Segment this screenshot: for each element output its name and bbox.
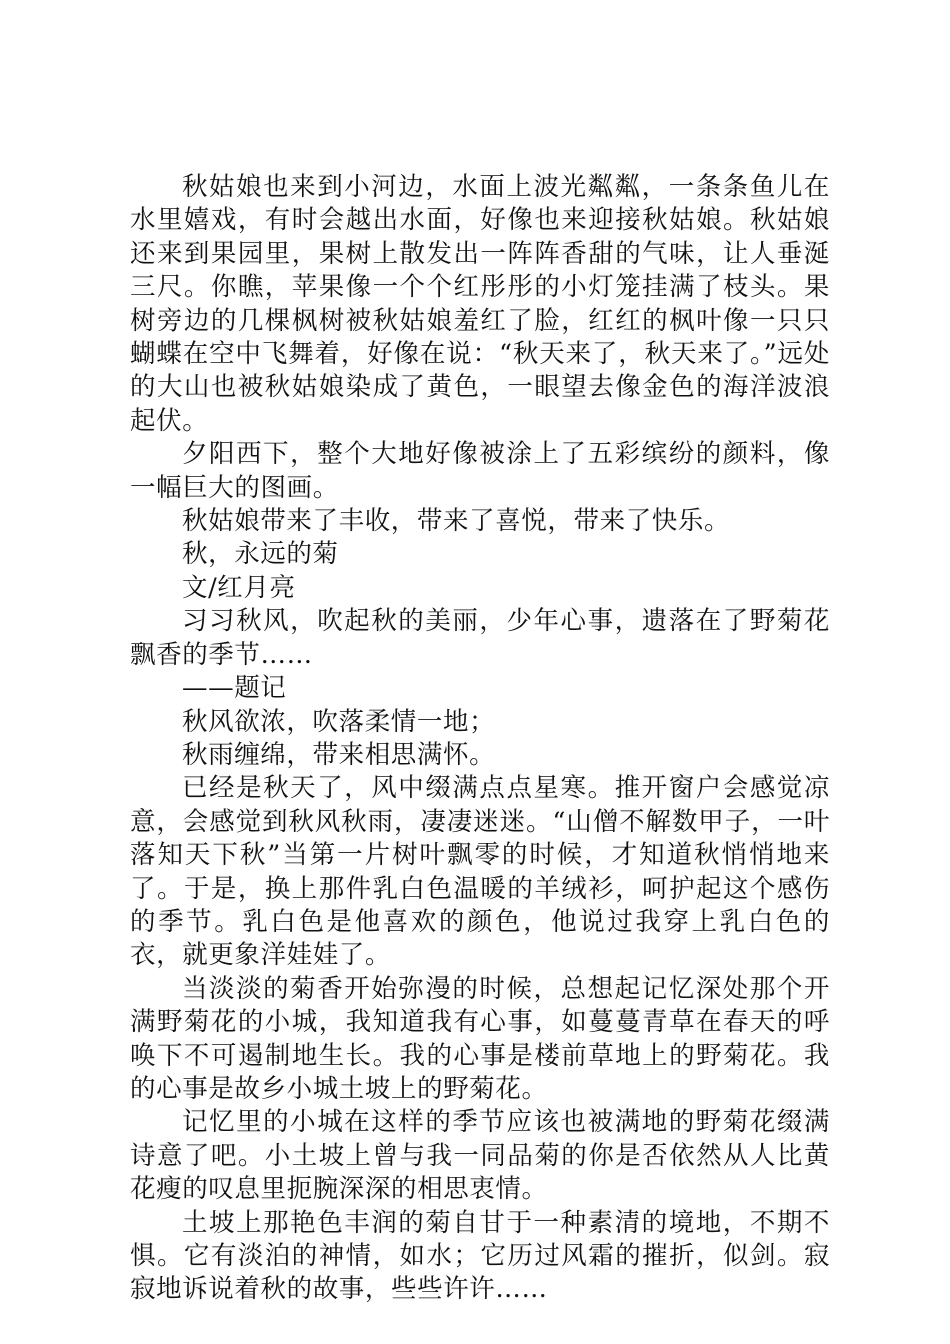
paragraph-hometown: 记忆里的小城在这样的季节应该也被满地的野菊花缀满诗意了吧。小土坡上曾与我一同品菊的你是否依然从人比黄花瘦的叹息里扼腕深深的相思衷情。 [130, 1107, 830, 1205]
verse-line-2: 秋雨缠绵，带来相思满怀。 [182, 739, 496, 770]
paragraph-chrysanthemum-memory: 当淡淡的菊香开始弥漫的时候，总想起记忆深处那个开满野菊花的小城，我知道我有心事，如蔓蔓青草在春天的呼唤下不可遏制地生长。我的心事是楼前草地上的野菊花。我的心事是故乡小城土坡上的野菊花。 [130, 973, 830, 1104]
paragraph-sunset: 夕阳西下，整个大地好像被涂上了五彩缤纷的颜料，像一幅巨大的图画。 [130, 439, 830, 503]
essay-author: 文/红月亮 [182, 572, 296, 603]
paragraph-autumn-river-orchard: 秋姑娘也来到小河边，水面上波光粼粼，一条条鱼儿在水里嬉戏，有时会越出水面，好像也来迎接秋姑娘。秋姑娘还来到果园里，果树上散发出一阵阵香甜的气味，让人垂涎三尺。你瞧，苹果像一个个红彤彤的小灯笼挂满了枝头。果树旁边的几棵枫树被秋姑娘羞红了脸，红红的枫叶像一只只蝴蝶在空中飞舞着，好像在说：“秋天来了，秋天来了。”远处的大山也被秋姑娘染成了黄色，一眼望去像金色的海洋波浪起伏。 [130, 172, 830, 436]
paragraph-harvest: 秋姑娘带来了丰收，带来了喜悦，带来了快乐。 [182, 506, 731, 537]
essay-title: 秋，永远的菊 [182, 539, 339, 570]
epigraph-text: 习习秋风，吹起秋的美丽，少年心事，遗落在了野菊花飘香的季节…… [130, 606, 830, 670]
paragraph-autumn-arrives: 已经是秋天了，风中缀满点点星寒。推开窗户会感觉凉意，会感觉到秋风秋雨，凄凄迷迷。“山僧不解数甲子，一叶落知天下秋”当第一片树叶飘零的时候，才知道秋悄悄地来了。于是，换上那件乳白色温暖的羊绒衫，呵护起这个感伤的季节。乳白色是他喜欢的颜色，他说过我穿上乳白色的衣，就更象洋娃娃了。 [130, 773, 830, 971]
paragraph-slope-chrysanthemum: 土坡上那艳色丰润的菊自甘于一种素清的境地，不期不惧。它有淡泊的神情，如水；它历过风霜的摧折，似剑。寂寂地诉说着秋的故事，些些许许…… [130, 1207, 830, 1305]
verse-line-1: 秋风欲浓，吹落柔情一地； [182, 706, 496, 737]
document-body [130, 171, 830, 1307]
epigraph-label: ——题记 [182, 673, 287, 704]
